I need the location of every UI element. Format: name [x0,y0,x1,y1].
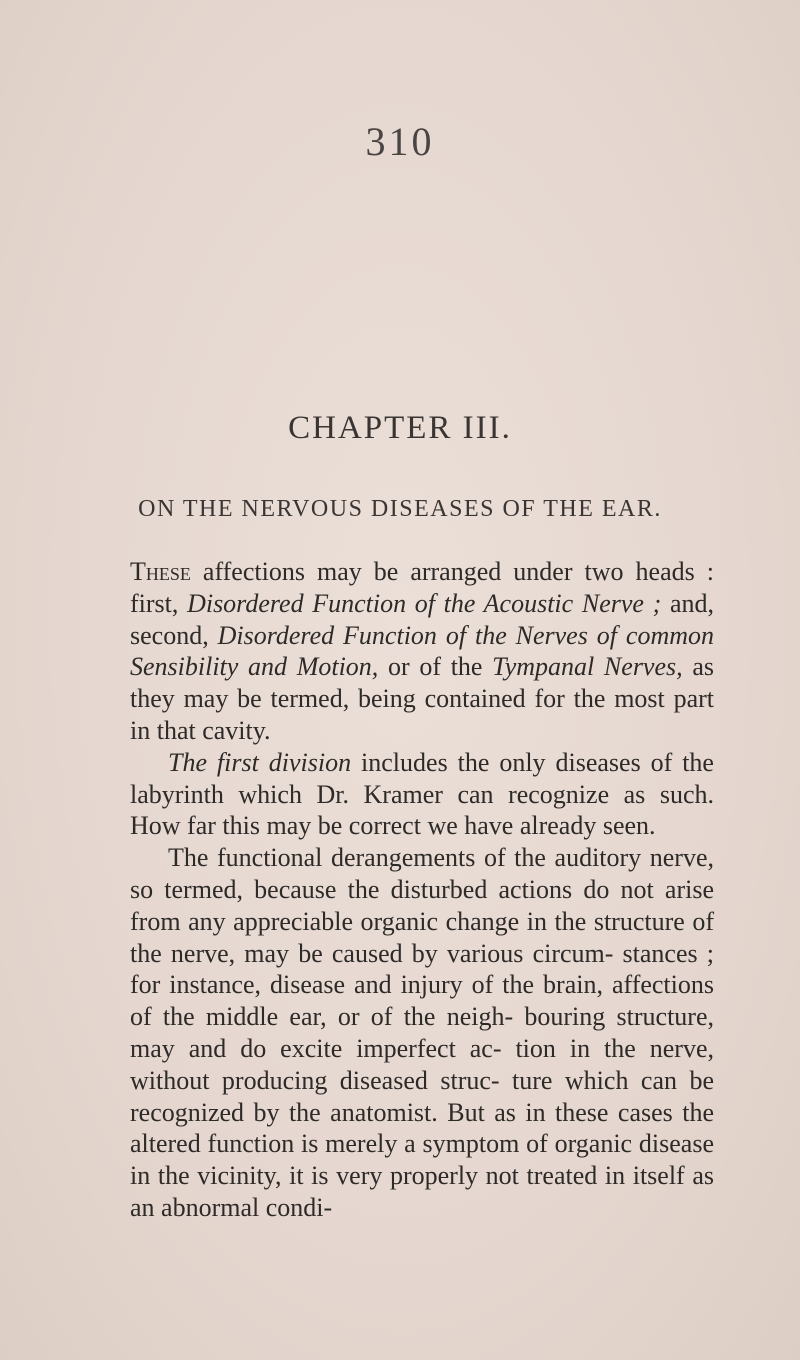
text-span: and, second, [130,588,714,650]
italic-span: The first division [168,747,352,777]
text-span: or of the [378,652,493,682]
section-title: ON THE NERVOUS DISEASES OF THE EAR. [138,496,662,522]
paragraph-lead-word: These [130,557,191,586]
page-number: 310 [365,119,435,164]
text-span: The functional derangements of the auditory nerve, so termed, because the disturbed actions do not arise from any appreciable organic change in the structure of the nerve, may be caused by various circum- stances ; for instance, disease and injury of the brain, affections of the middle ear, or of the neigh- bouring structure, may and do excite imperfect ac- tion in the nerve, without producing diseased struc- ture which can be recognized by the anatomist. But as in these cases the altered function is merely a symptom of organic disease in the vicinity, it is very properly not treated in itself as an abnormal condi- [130,843,714,1222]
paragraph-1 [130,556,714,747]
italic-span: Disordered Function of the Nerves of common Sensibility and Motion, [130,620,714,682]
text-span: includes the only diseases of the labyrinth which Dr. Kramer can recognize as such. How far this may be correct we have already seen. [130,747,714,841]
italic-span: Disordered Function of the Acoustic Nerve ; [187,588,662,618]
text-span: affections may be arranged under two heads : first, [130,557,714,618]
text-span: as they may be termed, being contained for the most part in that cavity. [130,652,714,745]
body-text [130,556,714,1224]
chapter-title: CHAPTER III. [288,410,512,446]
paragraph-3 [130,842,714,1224]
paragraph-2 [130,747,714,842]
italic-span: Tympanal Nerves, [492,652,683,682]
